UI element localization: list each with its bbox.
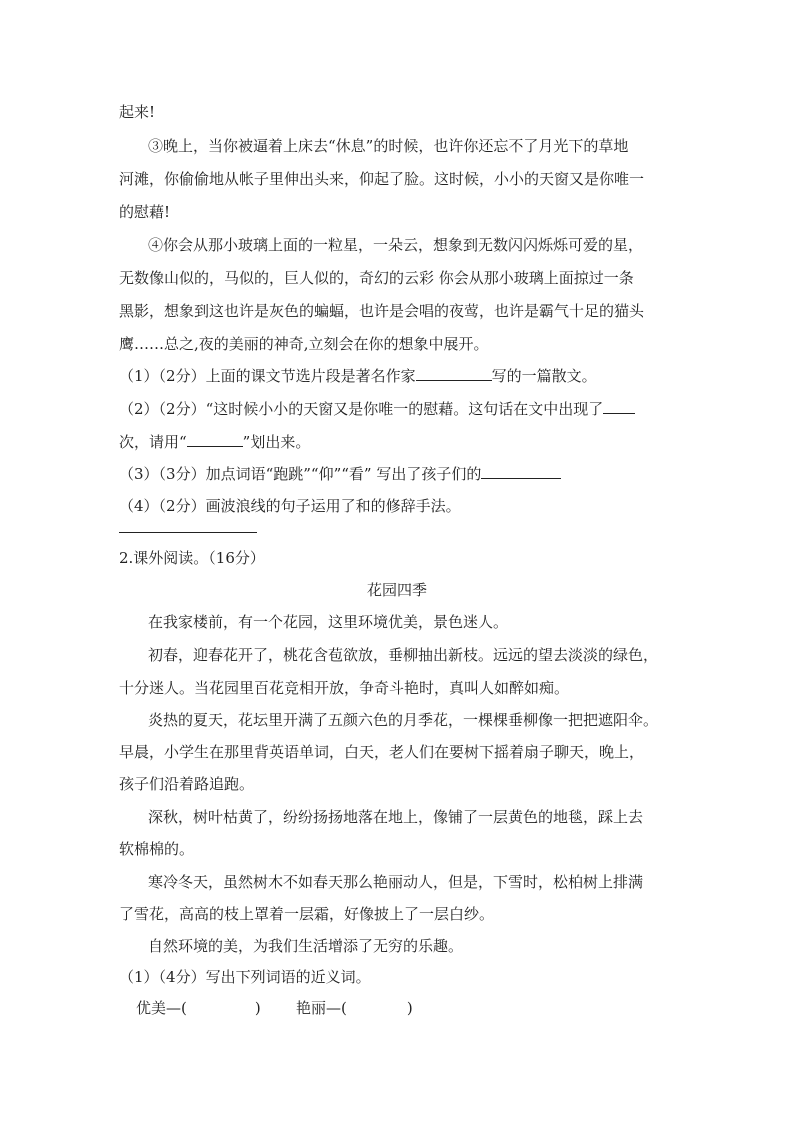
passage-line: 孩子们沿着路追跑。 (119, 775, 255, 793)
passage-line: 软棉棉的。 (119, 840, 195, 858)
section2-question-1: （1）（4分）写出下列词语的近义词。 (119, 968, 371, 986)
question-text: （2）（2分）“这时候小小的天窗又是你唯一的慰藉。这句话在文中出现了 (119, 400, 604, 418)
passage-line: 自然环境的美，为我们生活增添了无穷的乐趣。 (148, 937, 464, 955)
passage-line: 起来! (119, 103, 156, 121)
passage-line: 在我家楼前，有一个花园，这里环境优美，景色迷人。 (148, 613, 509, 631)
synonym-item-2 (296, 998, 413, 1018)
question-text: 写的一篇散文。 (491, 367, 597, 385)
answer-line[interactable] (119, 532, 257, 533)
question-text: （3）（3分）加点词语“跑跳”“仰”“看” 写出了孩子们的 (119, 465, 482, 483)
answer-blank[interactable] (187, 432, 243, 447)
question-3 (119, 464, 561, 484)
question-2-cont (119, 432, 310, 452)
passage-line: 深秋，树叶枯黄了，纷纷扬扬地落在地上，像铺了一层黄色的地毯，踩上去 (148, 808, 644, 826)
passage-line: 河滩，你偷偷地从帐子里伸出头来，仰起了脸。这时候，小小的天窗又是你唯一 (119, 170, 645, 188)
question-1 (119, 366, 597, 386)
paren-close: ) (406, 999, 413, 1017)
answer-blank[interactable] (416, 366, 492, 381)
passage-line: ④你会从那小玻璃上面的一粒星，一朵云，想象到无数闪闪烁烁可爱的星， (148, 236, 644, 254)
synonym-item-1 (136, 998, 261, 1018)
question-4: （4）（2分）画波浪线的句子运用了和的修辞手法。 (119, 497, 461, 515)
answer-blank[interactable] (603, 399, 635, 414)
passage-line: 早晨，小学生在那里背英语单词，白天，老人们在要树下摇着扇子聊天，晚上， (119, 743, 645, 761)
passage-line: 的慰藉! (119, 203, 171, 221)
question-text: ”划出来。 (242, 433, 311, 451)
question-text: 次，请用“ (119, 433, 187, 451)
passage-title: 花园四季 (366, 581, 427, 599)
passage-line: ③晚上，当你被逼着上床去“休息”的时候，也许你还忘不了月光下的草地 (148, 137, 629, 155)
passage-line: 黑影，想象到这也许是灰色的蝙蝠，也许是会唱的夜莺，也许是霸气十足的猫头 (119, 302, 645, 320)
synonym-word: 优美—( (136, 999, 187, 1017)
passage-line: 十分迷人。当花园里百花竞相开放，争奇斗艳时，真叫人如醉如痴。 (119, 679, 570, 697)
synonym-word: 艳丽—( (296, 999, 347, 1017)
paren-close: ) (254, 999, 261, 1017)
passage-line: 无数像山似的，马似的，巨人似的，奇幻的云彩 你会从那小玻璃上面掠过一条 (119, 269, 634, 287)
section-heading: 2.课外阅读。（16分） (119, 549, 265, 567)
question-text: （1）（2分）上面的课文节选片段是著名作家 (119, 367, 416, 385)
question-2 (119, 399, 635, 419)
passage-line: 了雪花，高高的枝上罩着一层霜，好像披上了一层白纱。 (119, 905, 495, 923)
passage-line: 炎热的夏天，花坛里开满了五颜六色的月季花，一棵棵垂柳像一把把遮阳伞。 (148, 711, 659, 729)
passage-line: 寒冷冬天，虽然树木不如春天那么艳丽动人，但是，下雪时，松柏树上排满 (148, 873, 644, 891)
answer-blank[interactable] (481, 464, 561, 479)
passage-line: 鹰……总之,夜的美丽的神奇,立刻会在你的想象中展开。 (119, 335, 489, 353)
passage-line: 初春，迎春花开了，桃花含苞欲放，垂柳抽出新枝。远远的望去淡淡的绿色， (148, 646, 659, 664)
